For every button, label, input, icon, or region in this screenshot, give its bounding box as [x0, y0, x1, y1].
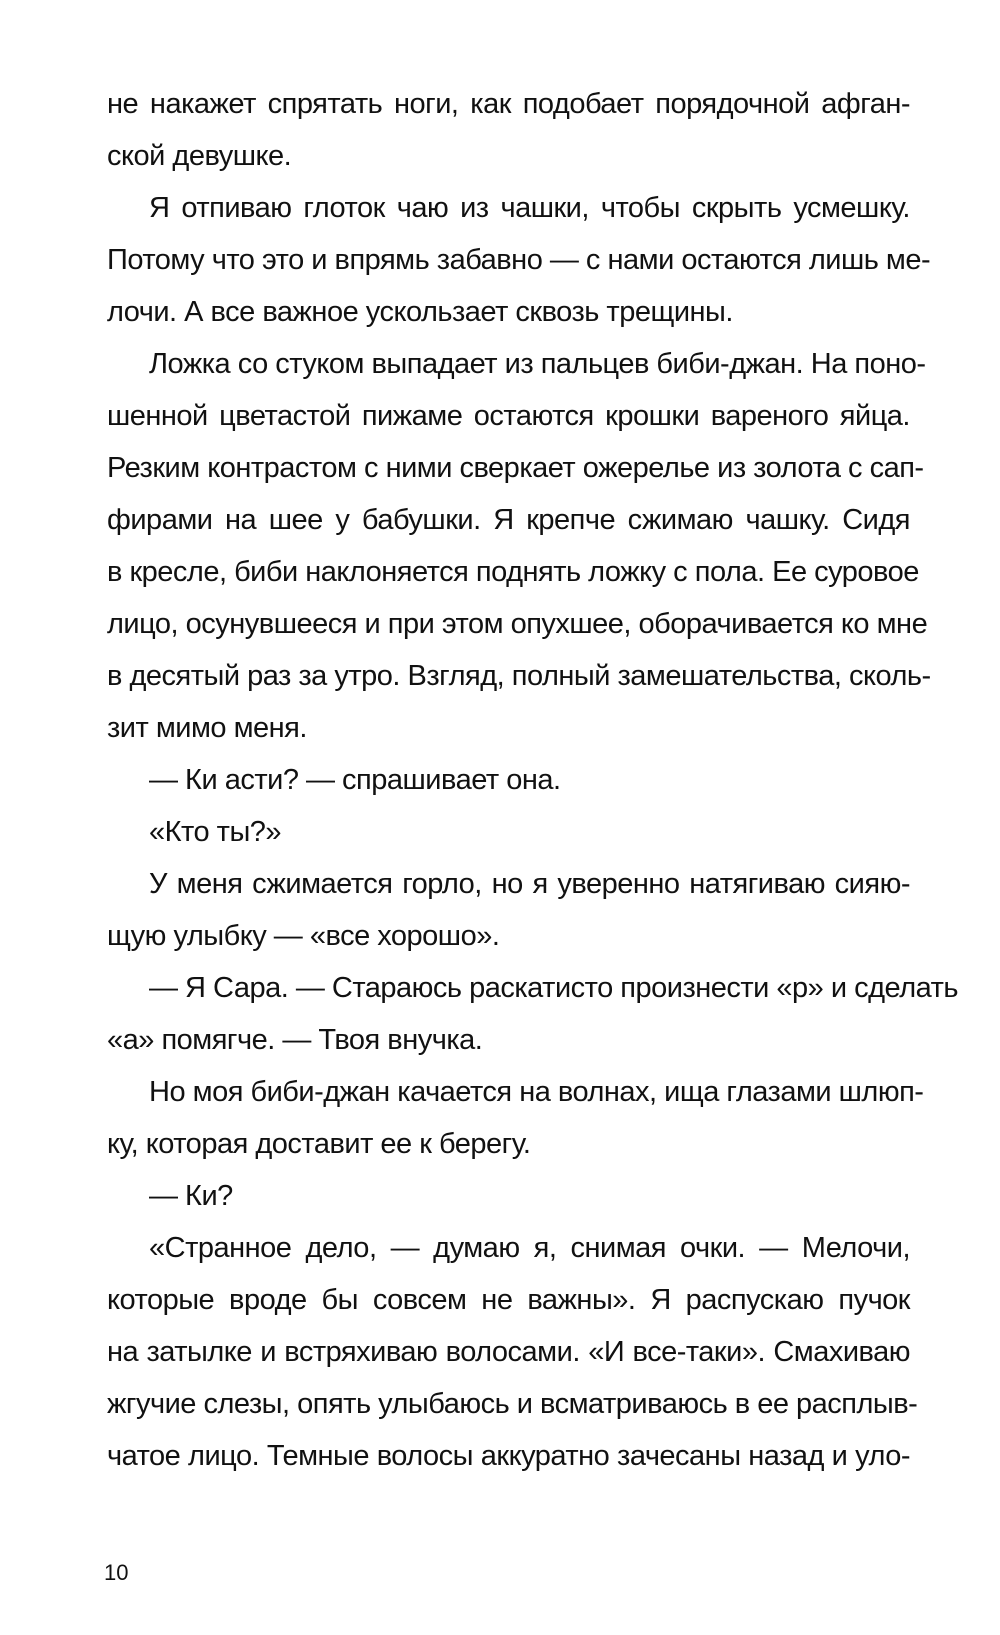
text-line: лочи. А все важное ускользает сквозь трещины. [107, 296, 733, 328]
text-line: не накажет спрятать ноги, как подобает порядочной афган- [107, 88, 910, 120]
text-line: в десятый раз за утро. Взгляд, полный замешательства, сколь- [107, 660, 931, 692]
text-line: Ложка со стуком выпадает из пальцев биби-джан. На поно- [149, 348, 926, 380]
body-text [107, 78, 959, 1482]
text-line: лицо, осунувшееся и при этом опухшее, оборачивается ко мне [107, 608, 928, 640]
text-line: Но моя биби-джан качается на волнах, ища глазами шлюп- [149, 1076, 924, 1108]
text-line: зит мимо меня. [107, 712, 307, 744]
text-line: У меня сжимается горло, но я уверенно натягиваю сияю- [149, 868, 910, 900]
text-line: Я отпиваю глоток чаю из чашки, чтобы скрыть усмешку. [149, 192, 910, 224]
text-line: ку, которая доставит ее к берегу. [107, 1128, 531, 1160]
text-line: которые вроде бы совсем не важны». Я распускаю пучок [107, 1284, 910, 1316]
text-line: «Кто ты?» [149, 816, 282, 848]
text-line: «а» помягче. — Твоя внучка. [107, 1024, 483, 1056]
text-line: в кресле, биби наклоняется поднять ложку с пола. Ее суровое [107, 556, 919, 588]
text-line: ской девушке. [107, 140, 292, 172]
text-line: фирами на шее у бабушки. Я крепче сжимаю чашку. Сидя [107, 504, 910, 536]
text-line: Потому что это и впрямь забавно — с нами остаются лишь ме- [107, 244, 931, 276]
text-line: «Странное дело, — думаю я, снимая очки. — Мелочи, [149, 1232, 910, 1264]
text-line: жгучие слезы, опять улыбаюсь и всматриваюсь в ее расплыв- [107, 1388, 918, 1420]
text-line: — Ки? [149, 1180, 233, 1212]
text-line: Резким контрастом с ними сверкает ожерелье из золота с сап- [107, 452, 924, 484]
text-line: — Ки асти? — спрашивает она. [149, 764, 561, 796]
text-line: на затылке и встряхиваю волосами. «И все-таки». Смахиваю [107, 1336, 910, 1368]
page-number: 10 [104, 1560, 129, 1585]
text-line: шенной цветастой пижаме остаются крошки вареного яйца. [107, 400, 910, 432]
text-line: щую улыбку — «все хорошо». [107, 920, 500, 952]
text-line: чатое лицо. Темные волосы аккуратно зачесаны назад и уло- [107, 1440, 910, 1472]
text-line: — Я Сара. — Стараюсь раскатисто произнести «р» и сделать [149, 972, 959, 1004]
